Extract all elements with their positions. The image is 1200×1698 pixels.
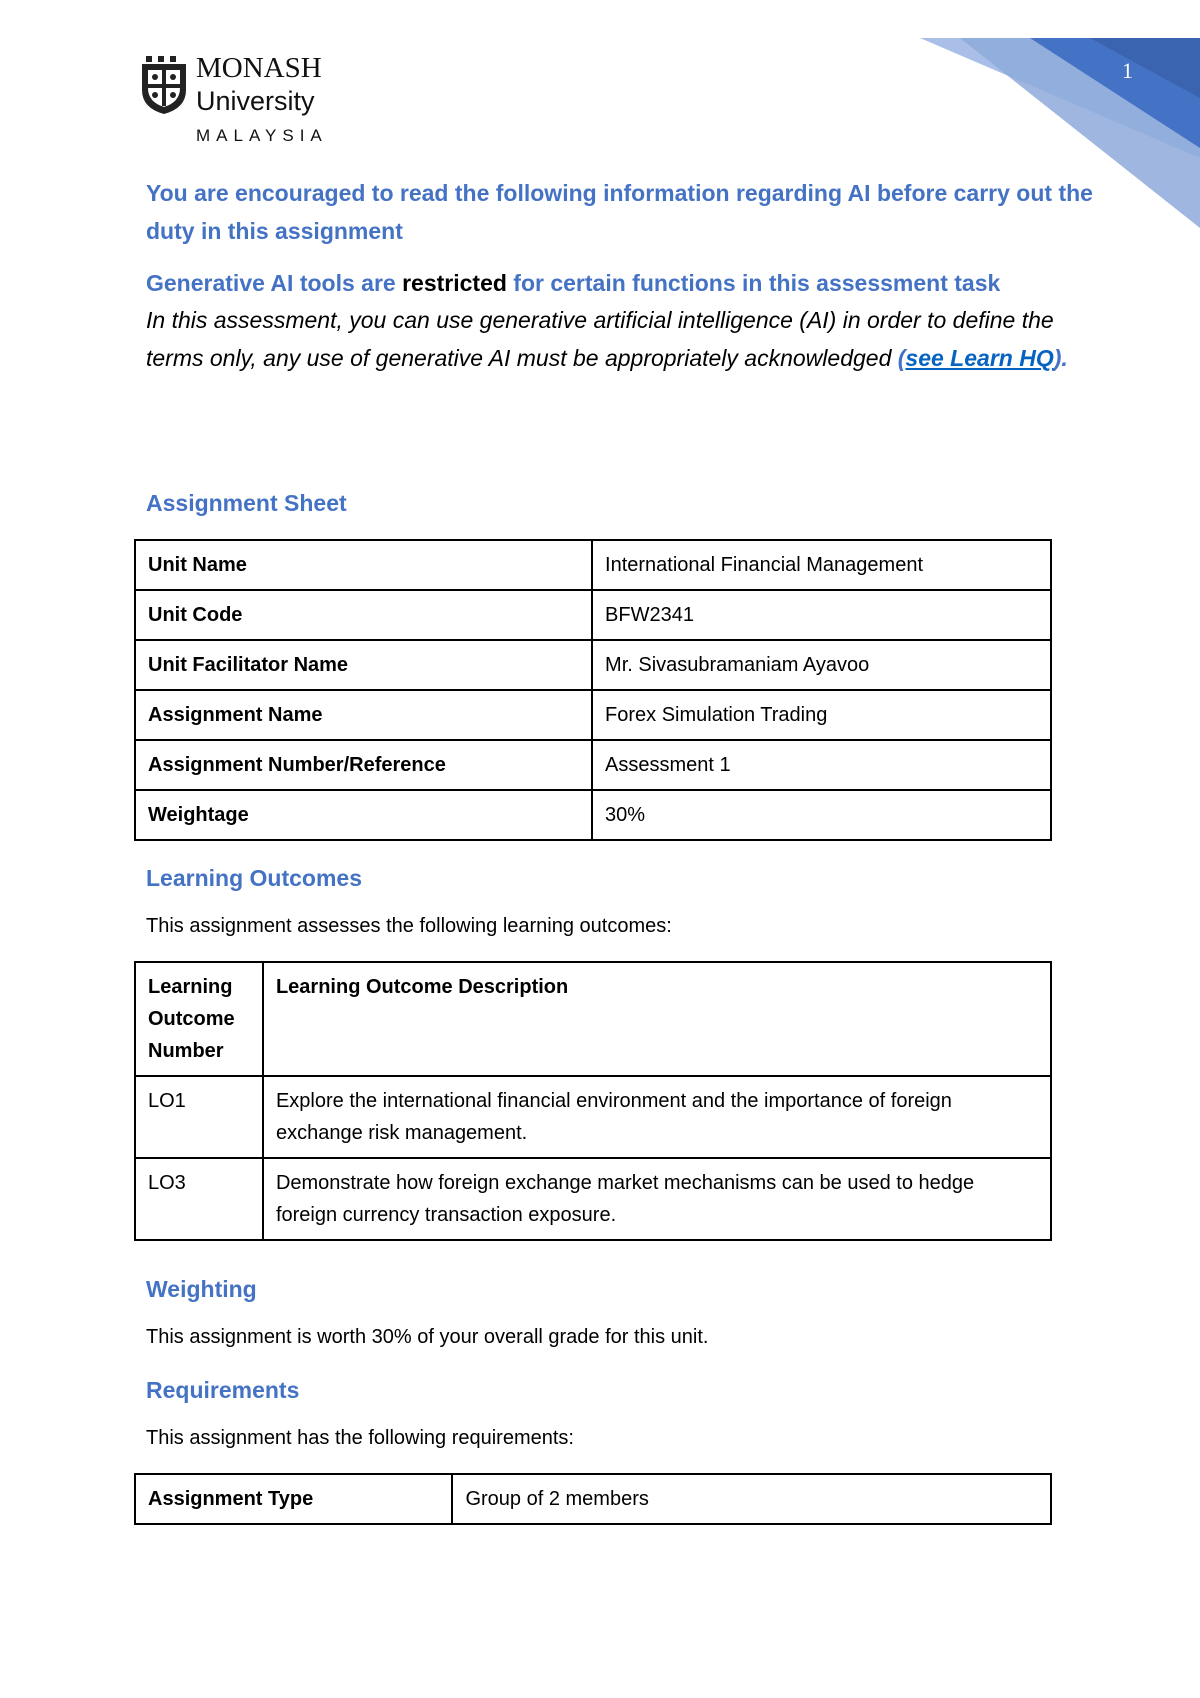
ai-intro-heading: You are encouraged to read the following information regarding AI before carry out the duty in this assignment [146,180,1093,244]
learn-hq-link[interactable]: see Learn HQ [905,345,1054,371]
row-value: International Financial Management [592,540,1051,590]
paren-open: ( [897,345,906,371]
row-label: Unit Name [135,540,592,590]
learning-outcomes-table [134,961,1052,1241]
ai-body-end: . [1061,345,1068,371]
row-label: Unit Facilitator Name [135,640,592,690]
ai-heading-emphasis: restricted [402,270,507,296]
row-value: Group of 2 members [452,1474,1051,1524]
row-value: Mr. Sivasubramaniam Ayavoo [592,640,1051,690]
row-label: Weightage [135,790,592,840]
learning-outcomes-intro: This assignment assesses the following learning outcomes: [146,915,672,937]
table-row [135,1158,1051,1240]
table-row [135,690,1051,740]
lo-description: Demonstrate how foreign exchange market mechanisms can be used to hedge foreign currency transaction exposure. [263,1158,1051,1240]
table-row [135,740,1051,790]
row-label: Assignment Number/Reference [135,740,592,790]
col-number-header: Learning Outcome Number [135,962,263,1076]
table-row [135,1076,1051,1158]
ai-heading-prefix: Generative AI tools are [146,270,403,296]
table-row [135,590,1051,640]
row-value: 30% [592,790,1051,840]
row-label: Assignment Name [135,690,592,740]
requirements-table [134,1473,1052,1525]
assignment-sheet-heading: Assignment Sheet [146,490,347,516]
col-description-header: Learning Outcome Description [263,962,1051,1076]
weighting-heading: Weighting [146,1276,257,1302]
table-header-row [135,962,1051,1076]
row-label: Assignment Type [135,1474,452,1524]
ai-heading-suffix: for certain functions in this assessment task [506,270,1001,296]
row-value: Assessment 1 [592,740,1051,790]
paren-close: ) [1053,345,1062,371]
lo-description: Explore the international financial environment and the importance of foreign exchange risk management. [263,1076,1051,1158]
table-row [135,790,1051,840]
learning-outcomes-heading: Learning Outcomes [146,865,362,891]
logo-monash: MONASH [196,52,322,84]
assignment-sheet-table [134,539,1052,841]
logo-university: University [196,86,315,116]
ai-policy-heading [146,265,1126,301]
row-value: BFW2341 [592,590,1051,640]
weighting-text: This assignment is worth 30% of your overall grade for this unit. [146,1326,709,1348]
row-value: Forex Simulation Trading [592,690,1051,740]
row-label: Unit Code [135,590,592,640]
table-row [135,640,1051,690]
logo-malaysia: MALAYSIA [196,126,328,145]
lo-number: LO3 [135,1158,263,1240]
monash-logo [140,50,330,150]
table-row [135,1474,1051,1524]
crest-icon [140,56,188,116]
ai-body-text: In this assessment, you can use generative artificial intelligence (AI) in order to define the terms only, any use of generative AI must be appropriately acknowledged [146,307,1054,371]
requirements-heading: Requirements [146,1377,300,1403]
requirements-intro: This assignment has the following requirements: [146,1427,574,1449]
table-row [135,540,1051,590]
lo-number: LO1 [135,1076,263,1158]
ai-policy-body [146,301,1086,377]
page-number: 1 [1122,58,1133,83]
